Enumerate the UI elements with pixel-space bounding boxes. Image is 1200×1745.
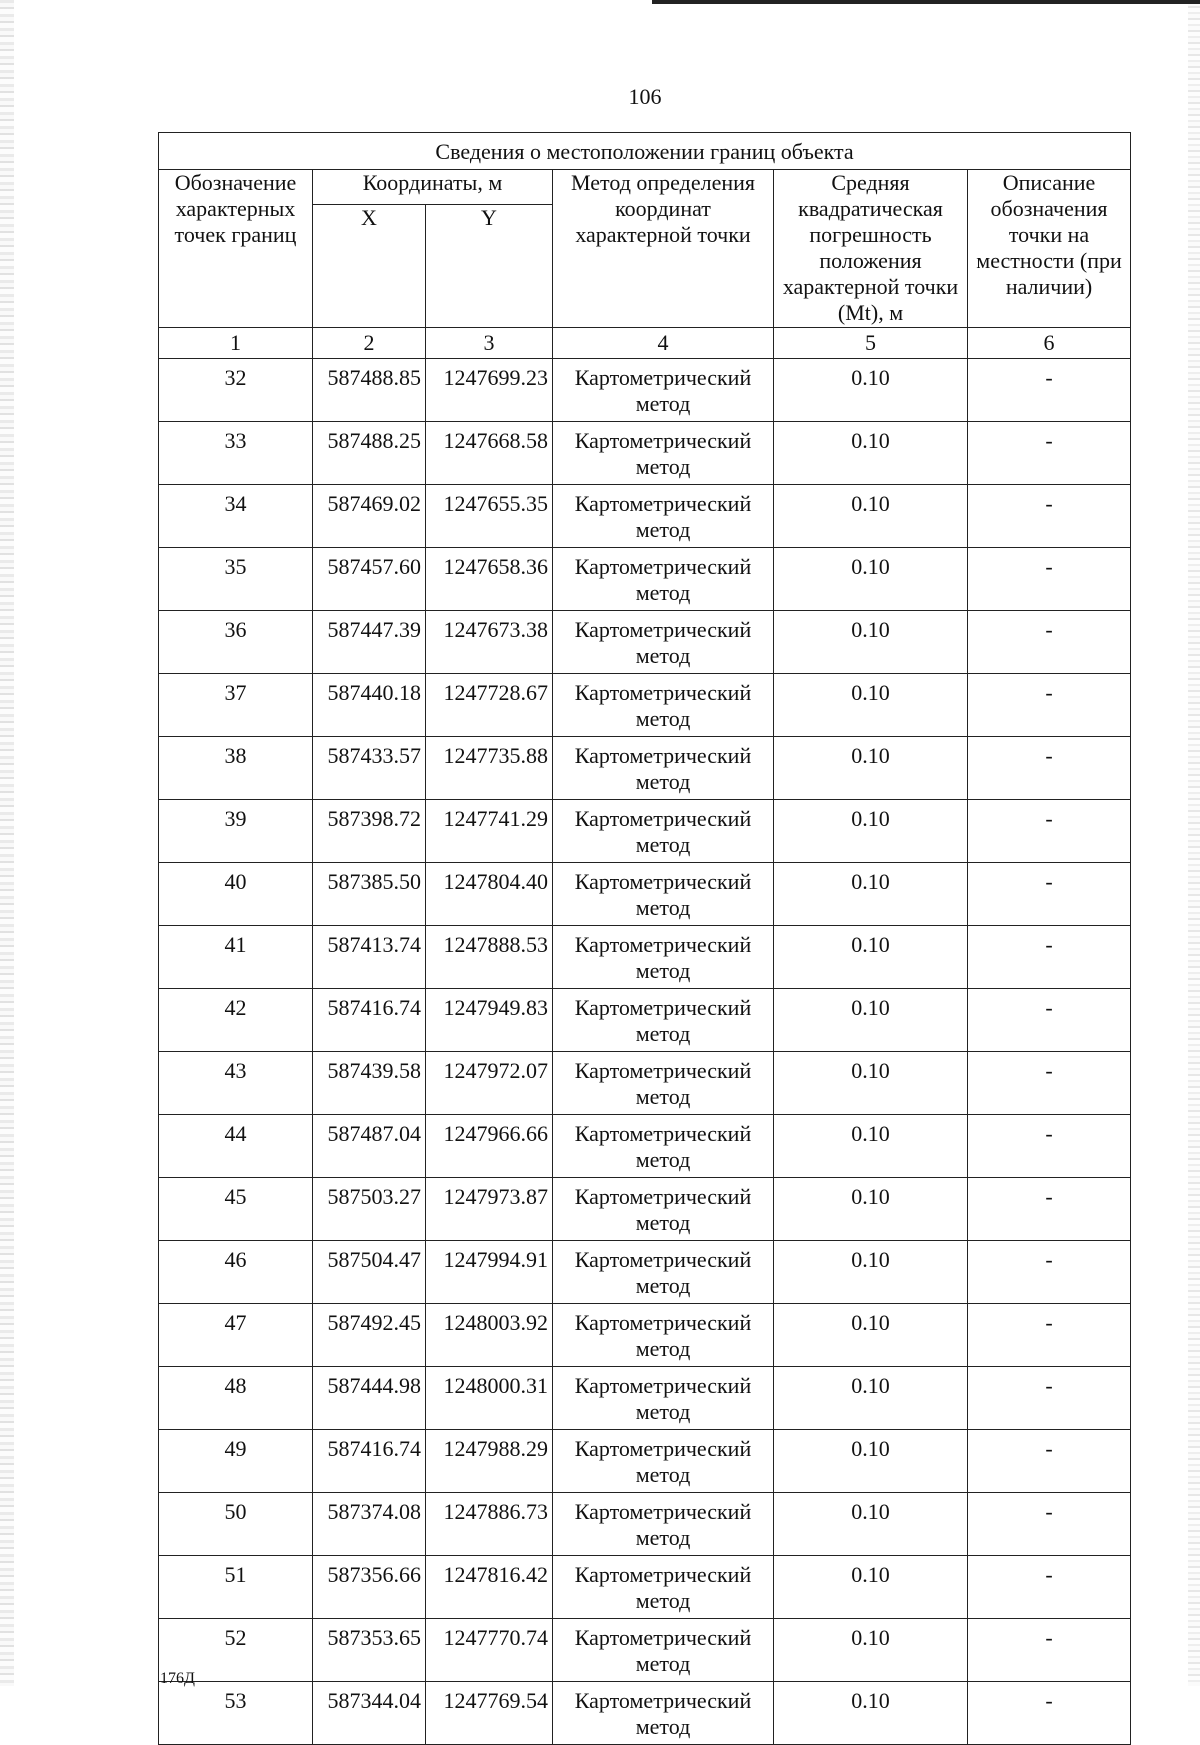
cell-x: 587344.04 [313,1682,426,1745]
cell-method [553,1115,774,1178]
table-row [159,1493,1131,1556]
column-number: 6 [968,328,1131,359]
cell-description: - [968,611,1131,674]
cell-mt: 0.10 [774,548,968,611]
cell-y: 1247972.07 [426,1052,553,1115]
table-title: Сведения о местоположении границ объекта [159,133,1131,170]
method-line-2: метод [635,454,691,479]
cell-description: - [968,800,1131,863]
cell-mt: 0.10 [774,1556,968,1619]
cell-mt: 0.10 [774,1052,968,1115]
method-line-2: метод [635,1147,691,1172]
cell-method [553,1619,774,1682]
table-row [159,989,1131,1052]
method-line-2: метод [635,958,691,983]
table-row [159,737,1131,800]
cell-method [553,674,774,737]
table-row [159,1115,1131,1178]
method-line-2: метод [635,895,691,920]
cell-point: 32 [159,359,313,422]
cell-point: 38 [159,737,313,800]
cell-point: 45 [159,1178,313,1241]
cell-mt: 0.10 [774,485,968,548]
method-line-1: Картометрический [574,932,752,957]
header-x: X [313,205,426,328]
cell-mt: 0.10 [774,674,968,737]
method-line-2: метод [635,1084,691,1109]
table-row [159,1430,1131,1493]
cell-y: 1248003.92 [426,1304,553,1367]
cell-description: - [968,1367,1131,1430]
cell-y: 1247888.53 [426,926,553,989]
table-row [159,359,1131,422]
cell-description: - [968,422,1131,485]
cell-point: 44 [159,1115,313,1178]
cell-method [553,863,774,926]
method-line-1: Картометрический [574,1688,752,1713]
cell-x: 587413.74 [313,926,426,989]
table-row [159,1682,1131,1745]
cell-y: 1247804.40 [426,863,553,926]
header-y: Y [426,205,553,328]
cell-point: 35 [159,548,313,611]
method-line-2: метод [635,580,691,605]
cell-mt: 0.10 [774,926,968,989]
cell-y: 1247949.83 [426,989,553,1052]
cell-point: 50 [159,1493,313,1556]
cell-method [553,422,774,485]
cell-method [553,485,774,548]
table-row [159,1052,1131,1115]
table-row [159,1241,1131,1304]
cell-x: 587439.58 [313,1052,426,1115]
cell-y: 1247699.23 [426,359,553,422]
column-number-row [159,328,1131,359]
cell-y: 1247988.29 [426,1430,553,1493]
cell-x: 587488.25 [313,422,426,485]
column-number: 4 [553,328,774,359]
cell-x: 587503.27 [313,1178,426,1241]
cell-description: - [968,1430,1131,1493]
cell-description: - [968,1304,1131,1367]
cell-method [553,926,774,989]
cell-x: 587492.45 [313,1304,426,1367]
cell-point: 39 [159,800,313,863]
cell-method [553,1430,774,1493]
table-title-row [159,133,1131,170]
cell-y: 1247770.74 [426,1619,553,1682]
cell-description: - [968,1493,1131,1556]
cell-x: 587385.50 [313,863,426,926]
table-body [159,359,1131,1745]
cell-method [553,1304,774,1367]
cell-mt: 0.10 [774,1241,968,1304]
cell-x: 587398.72 [313,800,426,863]
method-line-1: Картометрический [574,428,752,453]
cell-x: 587416.74 [313,989,426,1052]
cell-point: 42 [159,989,313,1052]
column-number: 3 [426,328,553,359]
method-line-2: метод [635,1210,691,1235]
method-line-1: Картометрический [574,1625,752,1650]
column-number: 1 [159,328,313,359]
table-row [159,1178,1131,1241]
table-row [159,1556,1131,1619]
method-line-2: метод [635,1273,691,1298]
cell-x: 587416.74 [313,1430,426,1493]
cell-method [553,548,774,611]
table-row [159,926,1131,989]
header-coordinates: Координаты, м [313,170,553,205]
cell-x: 587353.65 [313,1619,426,1682]
cell-description: - [968,1115,1131,1178]
cell-x: 587433.57 [313,737,426,800]
cell-y: 1247673.38 [426,611,553,674]
cell-method [553,737,774,800]
cell-description: - [968,1241,1131,1304]
cell-x: 587469.02 [313,485,426,548]
header-point-designation: Обозначение характерных точек границ [159,170,313,328]
cell-mt: 0.10 [774,1367,968,1430]
method-line-1: Картометрический [574,1436,752,1461]
method-line-1: Картометрический [574,743,752,768]
method-line-2: метод [635,1651,691,1676]
cell-point: 51 [159,1556,313,1619]
cell-mt: 0.10 [774,611,968,674]
method-line-1: Картометрический [574,1184,752,1209]
page-number: 106 [628,84,662,109]
cell-y: 1247769.54 [426,1682,553,1745]
cell-point: 49 [159,1430,313,1493]
cell-mt: 0.10 [774,1619,968,1682]
cell-method [553,1241,774,1304]
cell-y: 1247816.42 [426,1556,553,1619]
method-line-1: Картометрический [574,680,752,705]
cell-mt: 0.10 [774,1430,968,1493]
cell-y: 1247735.88 [426,737,553,800]
header-method: Метод определения координат характерной точки [553,170,774,328]
cell-description: - [968,1052,1131,1115]
method-line-1: Картометрический [574,1058,752,1083]
method-line-1: Картометрический [574,869,752,894]
cell-point: 47 [159,1304,313,1367]
cell-method [553,1052,774,1115]
cell-point: 37 [159,674,313,737]
cell-description: - [968,863,1131,926]
cell-mt: 0.10 [774,863,968,926]
method-line-2: метод [635,517,691,542]
cell-mt: 0.10 [774,1115,968,1178]
cell-mt: 0.10 [774,1178,968,1241]
cell-x: 587504.47 [313,1241,426,1304]
cell-method [553,359,774,422]
cell-description: - [968,359,1131,422]
cell-method [553,1493,774,1556]
method-line-2: метод [635,1714,691,1739]
cell-y: 1248000.31 [426,1367,553,1430]
cell-mt: 0.10 [774,422,968,485]
cell-point: 40 [159,863,313,926]
header-point-description: Описание обозначения точки на местности (при наличии) [968,170,1131,328]
column-number: 5 [774,328,968,359]
cell-y: 1247994.91 [426,1241,553,1304]
table-row [159,863,1131,926]
method-line-2: метод [635,832,691,857]
method-line-2: метод [635,643,691,668]
cell-x: 587356.66 [313,1556,426,1619]
cell-x: 587487.04 [313,1115,426,1178]
cell-y: 1247966.66 [426,1115,553,1178]
table-row [159,800,1131,863]
boundary-coordinates-table [158,132,1131,1745]
table-row [159,674,1131,737]
cell-y: 1247886.73 [426,1493,553,1556]
cell-mt: 0.10 [774,737,968,800]
method-line-2: метод [635,1021,691,1046]
method-line-2: метод [635,391,691,416]
cell-x: 587440.18 [313,674,426,737]
footer-mark: 176Д [160,1670,195,1687]
header-mean-square-error: Средняя квадратическая погрешность положения характерной точки (Mt), м [774,170,968,328]
scan-top-line [652,0,1200,4]
cell-mt: 0.10 [774,1304,968,1367]
table-row [159,611,1131,674]
cell-x: 587447.39 [313,611,426,674]
method-line-2: метод [635,1525,691,1550]
cell-description: - [968,989,1131,1052]
cell-method [553,1556,774,1619]
method-line-1: Картометрический [574,1121,752,1146]
method-line-2: метод [635,769,691,794]
method-line-1: Картометрический [574,995,752,1020]
cell-point: 46 [159,1241,313,1304]
table-row [159,1619,1131,1682]
method-line-1: Картометрический [574,617,752,642]
cell-point: 36 [159,611,313,674]
table-row [159,422,1131,485]
cell-x: 587457.60 [313,548,426,611]
method-line-2: метод [635,1336,691,1361]
cell-point: 33 [159,422,313,485]
cell-point: 43 [159,1052,313,1115]
method-line-1: Картометрический [574,554,752,579]
cell-x: 587374.08 [313,1493,426,1556]
method-line-2: метод [635,1399,691,1424]
cell-description: - [968,1619,1131,1682]
cell-method [553,800,774,863]
cell-mt: 0.10 [774,359,968,422]
method-line-1: Картометрический [574,365,752,390]
table-row [159,548,1131,611]
column-number: 2 [313,328,426,359]
method-line-1: Картометрический [574,1373,752,1398]
cell-description: - [968,1556,1131,1619]
cell-description: - [968,548,1131,611]
cell-mt: 0.10 [774,1682,968,1745]
cell-y: 1247655.35 [426,485,553,548]
cell-y: 1247658.36 [426,548,553,611]
cell-point: 34 [159,485,313,548]
header-row-main [159,170,1131,205]
scan-edge-right [1188,0,1200,1686]
cell-mt: 0.10 [774,800,968,863]
cell-description: - [968,674,1131,737]
cell-description: - [968,485,1131,548]
cell-point: 52 [159,1619,313,1682]
table-row [159,485,1131,548]
cell-y: 1247668.58 [426,422,553,485]
method-line-1: Картометрический [574,491,752,516]
cell-mt: 0.10 [774,1493,968,1556]
cell-point: 53 [159,1682,313,1745]
method-line-1: Картометрический [574,1247,752,1272]
cell-description: - [968,1682,1131,1745]
cell-description: - [968,1178,1131,1241]
scan-edge-left [0,0,14,1686]
cell-point: 41 [159,926,313,989]
method-line-1: Картометрический [574,1310,752,1335]
cell-method [553,1367,774,1430]
table-row [159,1367,1131,1430]
method-line-1: Картометрический [574,1499,752,1524]
cell-point: 48 [159,1367,313,1430]
boundary-table-wrapper [158,132,1130,1745]
cell-y: 1247741.29 [426,800,553,863]
cell-method [553,611,774,674]
method-line-2: метод [635,1588,691,1613]
cell-description: - [968,737,1131,800]
cell-method [553,1178,774,1241]
table-header [159,133,1131,359]
method-line-1: Картометрический [574,1562,752,1587]
cell-mt: 0.10 [774,989,968,1052]
method-line-1: Картометрический [574,806,752,831]
cell-method [553,989,774,1052]
table-row [159,1304,1131,1367]
cell-x: 587488.85 [313,359,426,422]
cell-y: 1247728.67 [426,674,553,737]
cell-method [553,1682,774,1745]
cell-y: 1247973.87 [426,1178,553,1241]
cell-description: - [968,926,1131,989]
method-line-2: метод [635,1462,691,1487]
method-line-2: метод [635,706,691,731]
cell-x: 587444.98 [313,1367,426,1430]
